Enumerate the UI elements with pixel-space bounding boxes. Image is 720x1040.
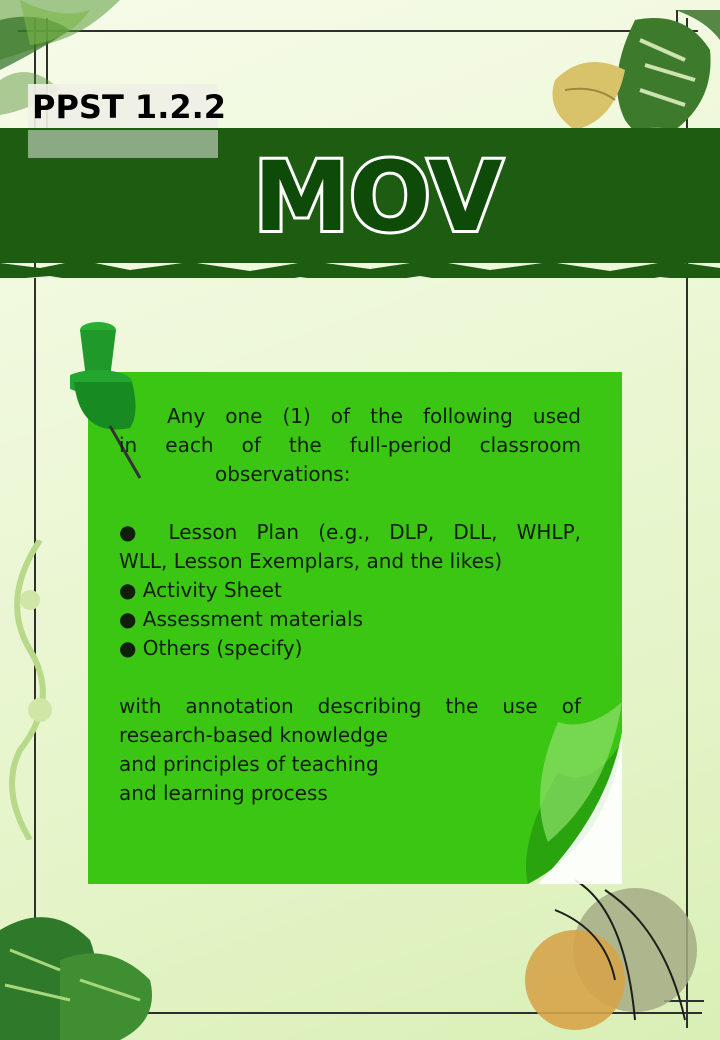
swirl-ornament-icon <box>0 540 80 840</box>
list-item: ● Others (specify) <box>119 636 303 660</box>
spacer <box>119 489 581 518</box>
outro-line: with annotation describing the use of <box>119 694 581 718</box>
monstera-leaf-icon <box>0 890 170 1040</box>
list-item: ● Assessment materials <box>119 607 364 631</box>
spacer <box>119 663 581 692</box>
note-content <box>119 402 581 808</box>
intro-line: in each of the full-period classroom <box>119 433 581 457</box>
outro-line: and principles of teaching <box>119 752 379 776</box>
list-item: ● Lesson Plan (e.g., DLP, DLL, WHLP, <box>119 520 581 544</box>
leaf-sketch-icon <box>515 870 720 1040</box>
tag-text: PPST 1.2.2 <box>32 88 227 126</box>
outro-line: research-based knowledge <box>119 723 388 747</box>
list-item: WLL, Lesson Exemplars, and the likes) <box>119 549 503 573</box>
list-item: ● Activity Sheet <box>119 578 282 602</box>
outro-line: and learning process <box>119 781 328 805</box>
page-title <box>0 138 720 258</box>
intro-line: observations: <box>215 462 351 486</box>
title-text: MOV <box>253 141 503 253</box>
intro-line: Any one (1) of the following used <box>167 404 581 428</box>
